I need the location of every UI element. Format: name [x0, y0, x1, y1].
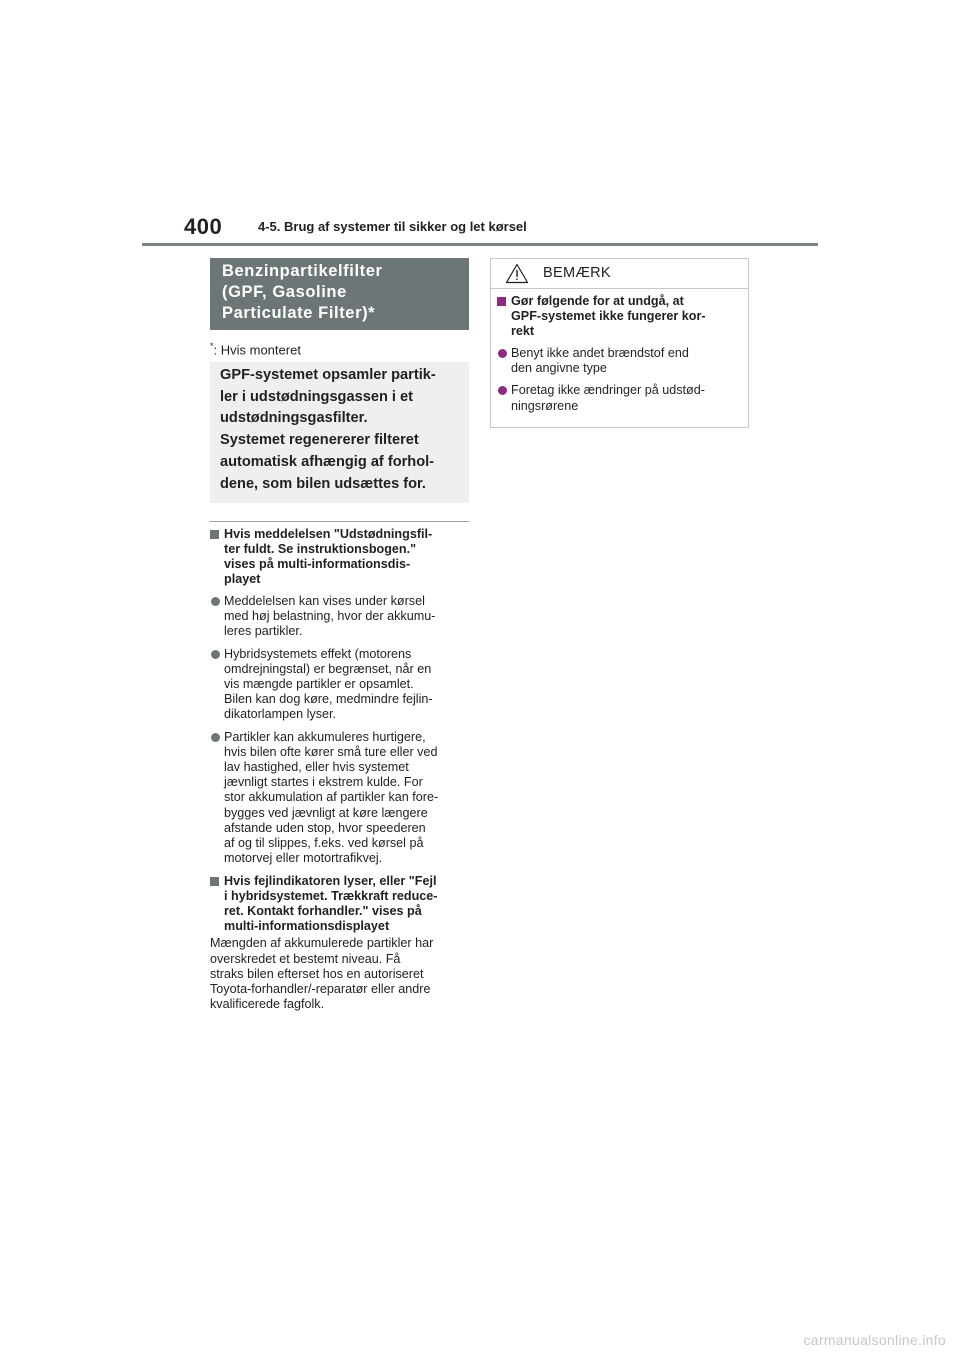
bullet-item — [210, 730, 472, 867]
bullet-line: jævnligt startes i ekstrem kulde. For — [224, 775, 423, 790]
section-title-box — [210, 258, 469, 330]
watermark: carmanualsonline.info — [803, 1332, 946, 1348]
bullet-line: af og til slippes, f.eks. ved kørsel på — [224, 836, 424, 851]
bullet-line: Hybridsystemets effekt (motorens — [224, 646, 412, 661]
body-paragraph — [210, 936, 472, 1012]
summary-line: ler i udstødningsgassen i et — [220, 388, 413, 405]
bullet-line: Foretag ikke ændringer på udstød- — [511, 383, 705, 398]
bullet-item — [210, 594, 472, 640]
round-bullet-icon — [211, 650, 220, 659]
section-title-line: (GPF, Gasoline — [222, 283, 347, 301]
bullet-line: stor akkumulation af partikler kan fore- — [224, 790, 439, 805]
notice-subheading — [497, 294, 740, 339]
right-column — [490, 258, 749, 428]
bullet-line: med høj belastning, hvor der akkumu- — [224, 609, 436, 624]
subheading-fault-indicator — [210, 874, 472, 934]
summary-line: GPF-systemet opsamler partik- — [220, 367, 436, 383]
heading-line: Hvis meddelelsen "Udstødningsfil- — [224, 527, 433, 541]
bullet-line: leres partikler. — [224, 624, 303, 639]
subheading-message-filter-full — [210, 527, 472, 587]
heading-line: playet — [224, 572, 261, 586]
paragraph-line: overskredet et bestemt niveau. Få — [210, 951, 401, 966]
square-bullet-icon — [210, 877, 219, 886]
left-column — [210, 527, 472, 1012]
summary-line: dene, som bilen udsættes for. — [220, 475, 426, 492]
heading-line: Gør følgende for at undgå, at — [511, 294, 684, 308]
paragraph-line: Mængden af akkumulerede partikler har — [210, 936, 434, 951]
notice-header — [491, 259, 748, 289]
header-rule — [142, 243, 818, 246]
footnote-text: : Hvis monteret — [213, 342, 301, 358]
bullet-line: motorvej eller motortrafikvej. — [224, 851, 383, 866]
warning-triangle-icon — [505, 263, 529, 284]
bullet-line: omdrejningstal) er begrænset, når en — [224, 661, 432, 676]
notice-bullet-item — [497, 383, 740, 413]
paragraph-line: kvalificerede fagfolk. — [210, 997, 325, 1012]
notice-body — [491, 289, 748, 414]
bullet-item — [210, 647, 472, 723]
heading-line: vises på multi-informationsdis- — [224, 557, 411, 571]
summary-divider — [210, 521, 469, 522]
bullet-line: afstande uden stop, hvor speederen — [224, 820, 426, 835]
heading-line: ter fuldt. Se instruktionsbogen." — [224, 542, 417, 556]
notice-title: BEMÆRK — [543, 265, 611, 281]
paragraph-line: Toyota-forhandler/-reparatør eller andre — [210, 982, 431, 997]
bullet-line: dikatorlampen lyser. — [224, 707, 336, 722]
heading-line: multi-informationsdisplayet — [224, 919, 390, 934]
bullet-line: ningsrørene — [511, 398, 579, 413]
summary-box — [210, 362, 469, 503]
heading-line: GPF-systemet ikke fungerer kor- — [511, 309, 706, 323]
summary-line: Systemet regenererer filteret — [220, 432, 419, 449]
summary-line: udstødningsgasfilter. — [220, 410, 368, 427]
bullet-line: vis mængde partikler er opsamlet. — [224, 677, 414, 692]
heading-line: Hvis fejlindikatoren lyser, eller "Fejl — [224, 874, 437, 889]
square-bullet-icon — [497, 297, 506, 306]
section-title-line: Particulate Filter)* — [222, 304, 376, 322]
heading-line: i hybridsystemet. Trækkraft reduce- — [224, 889, 438, 904]
bullet-line: bygges ved jævnligt at køre længere — [224, 805, 428, 820]
section-title-line: Benzinpartikelfilter — [222, 262, 383, 280]
bullet-line: Bilen kan dog køre, medmindre fejlin- — [224, 692, 433, 707]
heading-line: rekt — [511, 324, 535, 338]
bullet-line: Partikler kan akkumuleres hurtigere, — [224, 729, 426, 744]
summary-line: automatisk afhængig af forhol- — [220, 453, 435, 470]
footnote — [210, 341, 301, 357]
round-bullet-icon — [498, 386, 507, 395]
bullet-line: Benyt ikke andet brændstof end — [511, 346, 689, 360]
bullet-line: Meddelelsen kan vises under kørsel — [224, 594, 425, 608]
bullet-line: lav hastighed, eller hvis systemet — [224, 760, 409, 775]
heading-line: ret. Kontakt forhandler." vises på — [224, 904, 422, 919]
bullet-line: hvis bilen ofte kører små ture eller ved — [224, 744, 438, 759]
footnote-mark: * — [210, 341, 214, 351]
notice-box — [490, 258, 749, 428]
round-bullet-icon — [211, 597, 220, 606]
square-bullet-icon — [210, 530, 219, 539]
notice-bullet-item — [497, 346, 740, 376]
round-bullet-icon — [211, 733, 220, 742]
round-bullet-icon — [498, 349, 507, 358]
chapter-title: 4-5. Brug af systemer til sikker og let kørsel — [258, 219, 527, 234]
page-number: 400 — [184, 214, 223, 239]
paragraph-line: straks bilen efterset hos en autoriseret — [210, 966, 424, 981]
bullet-line: den angivne type — [511, 361, 607, 376]
